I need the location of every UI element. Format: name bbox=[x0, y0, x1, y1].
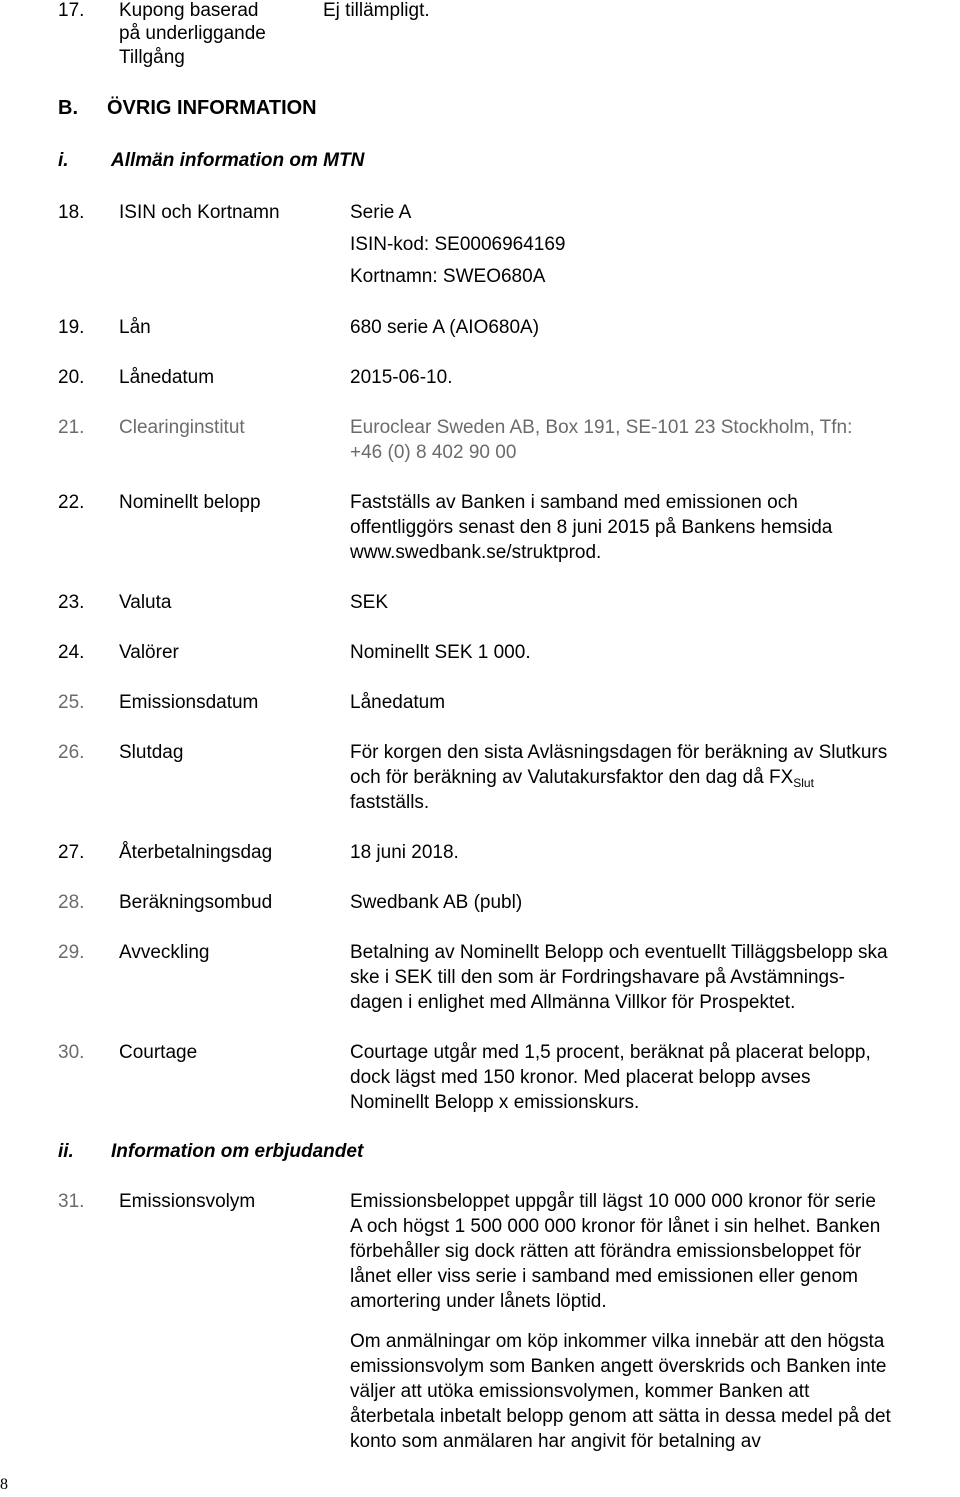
item-31-label: Emissionsvolym bbox=[119, 1191, 256, 1212]
item-20-number: 20. bbox=[58, 367, 85, 388]
item-26-value-line: fastställs. bbox=[350, 792, 430, 813]
item-31-paragraph-line: A och högst 1 500 000 000 kronor för lånet i sin helhet. Banken bbox=[350, 1216, 881, 1237]
item-17-value: Ej tillämpligt. bbox=[323, 0, 430, 21]
item-24-value: Nominellt SEK 1 000. bbox=[350, 642, 531, 663]
item-18-value-line: ISIN-kod: SE0006964169 bbox=[350, 234, 566, 255]
item-29-label: Avveckling bbox=[119, 942, 210, 963]
item-20-label: Lånedatum bbox=[119, 367, 215, 388]
item-22-value-line: Fastställs av Banken i samband med emissionen och bbox=[350, 492, 798, 513]
item-22-label: Nominellt belopp bbox=[119, 492, 261, 513]
item-26-label: Slutdag bbox=[119, 742, 184, 763]
subsection-i-title: Allmän information om MTN bbox=[111, 150, 365, 171]
page-number: 8 bbox=[0, 1476, 8, 1493]
item-26-number: 26. bbox=[58, 742, 85, 763]
item-30-value-line: dock lägst med 150 kronor. Med placerat belopp avses bbox=[350, 1067, 811, 1088]
subsection-ii-numeral: ii. bbox=[58, 1141, 74, 1162]
item-23-label: Valuta bbox=[119, 592, 172, 613]
item-28-label: Beräkningsombud bbox=[119, 892, 273, 913]
item-20-value: 2015-06-10. bbox=[350, 367, 453, 388]
item-19-label: Lån bbox=[119, 317, 151, 338]
item-31-paragraph-line: väljer att utöka emissionsvolymen, kommer Banken att bbox=[350, 1381, 810, 1402]
item-25-label: Emissionsdatum bbox=[119, 692, 259, 713]
item-18-value-line: Kortnamn: SWEO680A bbox=[350, 266, 546, 287]
item-21-value-line: +46 (0) 8 402 90 00 bbox=[350, 442, 517, 463]
item-17-label-line: Kupong baserad bbox=[119, 0, 259, 21]
item-31-paragraph-line: återbetala inbetalt belopp genom att sätta in dessa medel på det bbox=[350, 1406, 891, 1427]
item-30-label: Courtage bbox=[119, 1042, 198, 1063]
item-28-number: 28. bbox=[58, 892, 85, 913]
item-31-paragraph-line: konto som anmälaren har angivit för betalning av bbox=[350, 1431, 761, 1452]
item-27-value: 18 juni 2018. bbox=[350, 842, 459, 863]
item-31-paragraph-line: amortering under lånets löptid. bbox=[350, 1291, 607, 1312]
item-27-number: 27. bbox=[58, 842, 85, 863]
fx-subscript: Slut bbox=[793, 776, 814, 790]
item-25-value: Lånedatum bbox=[350, 692, 446, 713]
item-31-paragraph-line: förbehåller sig dock rätten att förändra emissionsbeloppet för bbox=[350, 1241, 862, 1262]
section-b-title: ÖVRIG INFORMATION bbox=[107, 97, 317, 119]
section-b-letter: B. bbox=[58, 97, 78, 119]
item-24-number: 24. bbox=[58, 642, 85, 663]
item-19-value: 680 serie A (AIO680A) bbox=[350, 317, 540, 338]
item-26-value-line: För korgen den sista Avläsningsdagen för beräkning av Slutkurs bbox=[350, 742, 888, 763]
item-27-label: Återbetalningsdag bbox=[119, 842, 273, 863]
item-18-value-line: Serie A bbox=[350, 202, 412, 223]
item-18-label: ISIN och Kortnamn bbox=[119, 202, 280, 223]
item-29-value-line: ske i SEK till den som är Fordringshavare på Avstämnings- bbox=[350, 967, 845, 988]
item-29-value-line: Betalning av Nominellt Belopp och eventuellt Tilläggsbelopp ska bbox=[350, 942, 888, 963]
item-23-number: 23. bbox=[58, 592, 85, 613]
item-21-label: Clearinginstitut bbox=[119, 417, 245, 438]
subsection-ii-title: Information om erbjudandet bbox=[111, 1141, 364, 1162]
item-30-value-line: Courtage utgår med 1,5 procent, beräknat på placerat belopp, bbox=[350, 1042, 871, 1063]
item-30-number: 30. bbox=[58, 1042, 85, 1063]
item-19-number: 19. bbox=[58, 317, 85, 338]
item-30-value-line: Nominellt Belopp x emissionskurs. bbox=[350, 1092, 640, 1113]
item-21-value-line: Euroclear Sweden AB, Box 191, SE-101 23 Stockholm, Tfn: bbox=[350, 417, 853, 438]
item-31-paragraph-line: Om anmälningar om köp inkommer vilka innebär att den högsta bbox=[350, 1331, 885, 1352]
item-31-paragraph-line: lånet eller viss serie i samband med emissionen eller genom bbox=[350, 1266, 858, 1287]
item-17-label-line: på underliggande bbox=[119, 23, 266, 44]
item-24-label: Valörer bbox=[119, 642, 179, 663]
item-31-paragraph-line: Emissionsbeloppet uppgår till lägst 10 000 000 kronor för serie bbox=[350, 1191, 876, 1212]
item-17-number: 17. bbox=[58, 0, 85, 21]
item-21-number: 21. bbox=[58, 417, 85, 438]
item-22-number: 22. bbox=[58, 492, 85, 513]
item-26-value-text: och för beräkning av Valutakursfaktor den dag då FX bbox=[350, 767, 794, 788]
subsection-i-numeral: i. bbox=[58, 150, 69, 171]
item-22-value-line: www.swedbank.se/struktprod. bbox=[350, 542, 602, 563]
item-31-number: 31. bbox=[58, 1191, 85, 1212]
item-22-value-line: offentliggörs senast den 8 juni 2015 på Bankens hemsida bbox=[350, 517, 833, 538]
item-23-value: SEK bbox=[350, 592, 389, 613]
item-29-number: 29. bbox=[58, 942, 85, 963]
item-25-number: 25. bbox=[58, 692, 85, 713]
item-18-number: 18. bbox=[58, 202, 85, 223]
item-29-value-line: dagen i enlighet med Allmänna Villkor för Prospektet. bbox=[350, 992, 796, 1013]
item-31-paragraph-line: emissionsvolym som Banken angett överskrids och Banken inte bbox=[350, 1356, 887, 1377]
item-28-value: Swedbank AB (publ) bbox=[350, 892, 523, 913]
item-17-label-line: Tillgång bbox=[119, 47, 185, 68]
